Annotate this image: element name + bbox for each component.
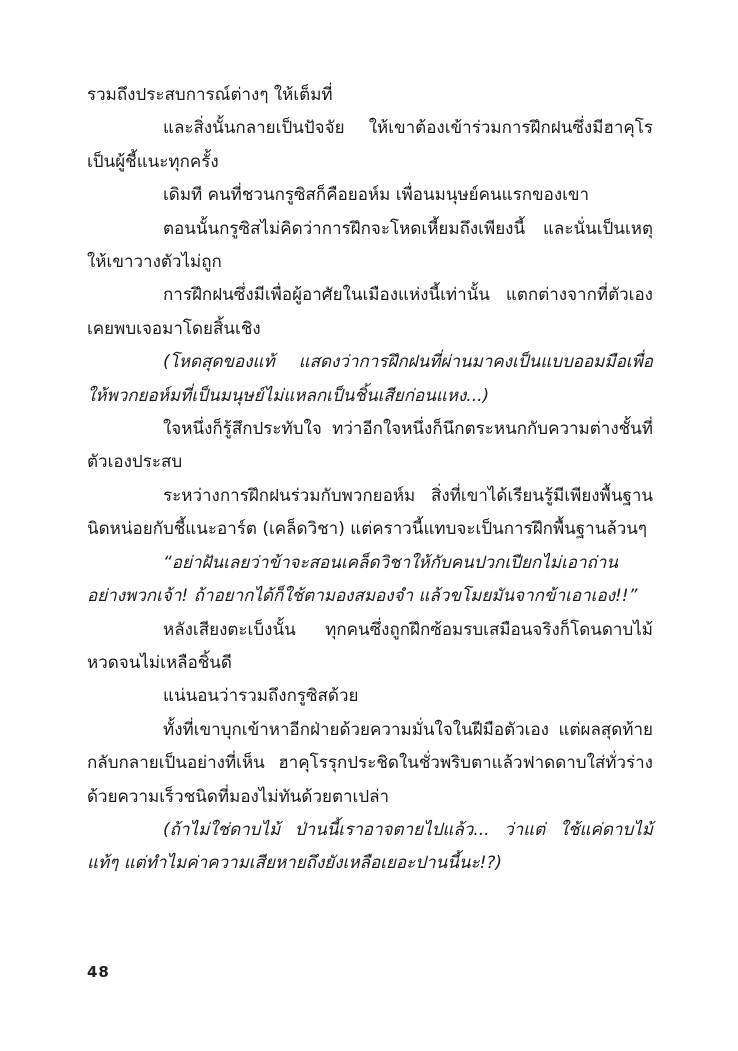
paragraph-13-thought: (ถ้าไม่ใช่ดาบไม้ ป่านนี้เราอาจตายไปแล้ว... ว่าแต่ ใช้แค่ดาบไม้แท้ๆ แต่ทำไมค่าความเสียหายถึงยังเหลือเยอะปานนี้นะ!?)	[87, 819, 653, 874]
paragraph-11: แน่นอนว่ารวมถึงกรูซิสด้วย	[163, 686, 359, 707]
page-number: 48	[87, 963, 110, 981]
paragraph-6-thought: (โหดสุดของแท้ แสดงว่าการฝึกฝนที่ผ่านมาคงเป็นแบบออมมือเพื่อให้พวกยอห์มที่เป็นมนุษย์ไม่แหลกเป็นชิ้นเสียก่อนแหง...)	[87, 352, 653, 406]
paragraph-3: เดิมที คนที่ชวนกรูซิสก็คือยอห์ม เพื่อนมนุษย์คนแรกของเขา	[163, 185, 590, 206]
body-text	[87, 79, 653, 881]
paragraph-10: หลังเสียงตะเบ็งนั้น ทุกคนซึ่งถูกฝึกซ้อมรบเสมือนจริงก็โดนดาบไม้หวดจนไม่เหลือชิ้นดี	[87, 619, 653, 673]
paragraph-2: และสิ่งนั้นกลายเป็นปัจจัย ให้เขาต้องเข้าร่วมการฝึกฝนซึ่งมีฮาคุโรเป็นผู้ชี้แนะทุกครั้ง	[87, 118, 653, 172]
paragraph-8: ระหว่างการฝึกฝนร่วมกับพวกยอห์ม สิ่งที่เขาได้เรียนรู้มีเพียงพื้นฐานนิดหน่อยกับชี้แนะอาร์ต (เคล็ดวิชา) แต่คราวนี้แทบจะเป็นการฝึกพื้นฐานล้วนๆ	[87, 485, 653, 540]
paragraph-12: ทั้งที่เขาบุกเข้าหาอีกฝ่ายด้วยความมั่นใจในฝีมือตัวเอง แต่ผลสุดท้ายกลับกลายเป็นอย่างที่เห็น ฮาคุโรรุกประชิดในชั่วพริบตาแล้วฟาดดาบใส่ทั่วร่างด้วยความเร็วชนิดที่มองไม่ทันด้วยตาเปล่า	[87, 719, 653, 807]
paragraph-9-quote: “อย่าฝันเลยว่าข้าจะสอนเคล็ดวิชาให้กับคนปวกเปียกไม่เอาถ่านอย่างพวกเจ้า! ถ้าอยากได้ก็ใช้ตามองสมองจำ แล้วขโมยมันจากข้าเอาเอง!!”	[87, 552, 638, 607]
paragraph-5: การฝึกฝนซึ่งมีเพื่อผู้อาศัยในเมืองแห่งนี้เท่านั้น แตกต่างจากที่ตัวเองเคยพบเจอมาโดยสิ้นเชิง	[87, 285, 653, 339]
paragraph-7: ใจหนึ่งก็รู้สึกประทับใจ ทว่าอีกใจหนึ่งก็นึกตระหนกกับความต่างชั้นที่ตัวเองประสบ	[87, 419, 653, 473]
paragraph-1: รวมถึงประสบการณ์ต่างๆ ให้เต็มที่	[87, 85, 333, 105]
paragraph-4: ตอนนั้นกรูซิสไม่คิดว่าการฝึกจะโหดเหี้ยมถึงเพียงนี้ และนั่นเป็นเหตุให้เขาวางตัวไม่ถูก	[87, 218, 653, 273]
